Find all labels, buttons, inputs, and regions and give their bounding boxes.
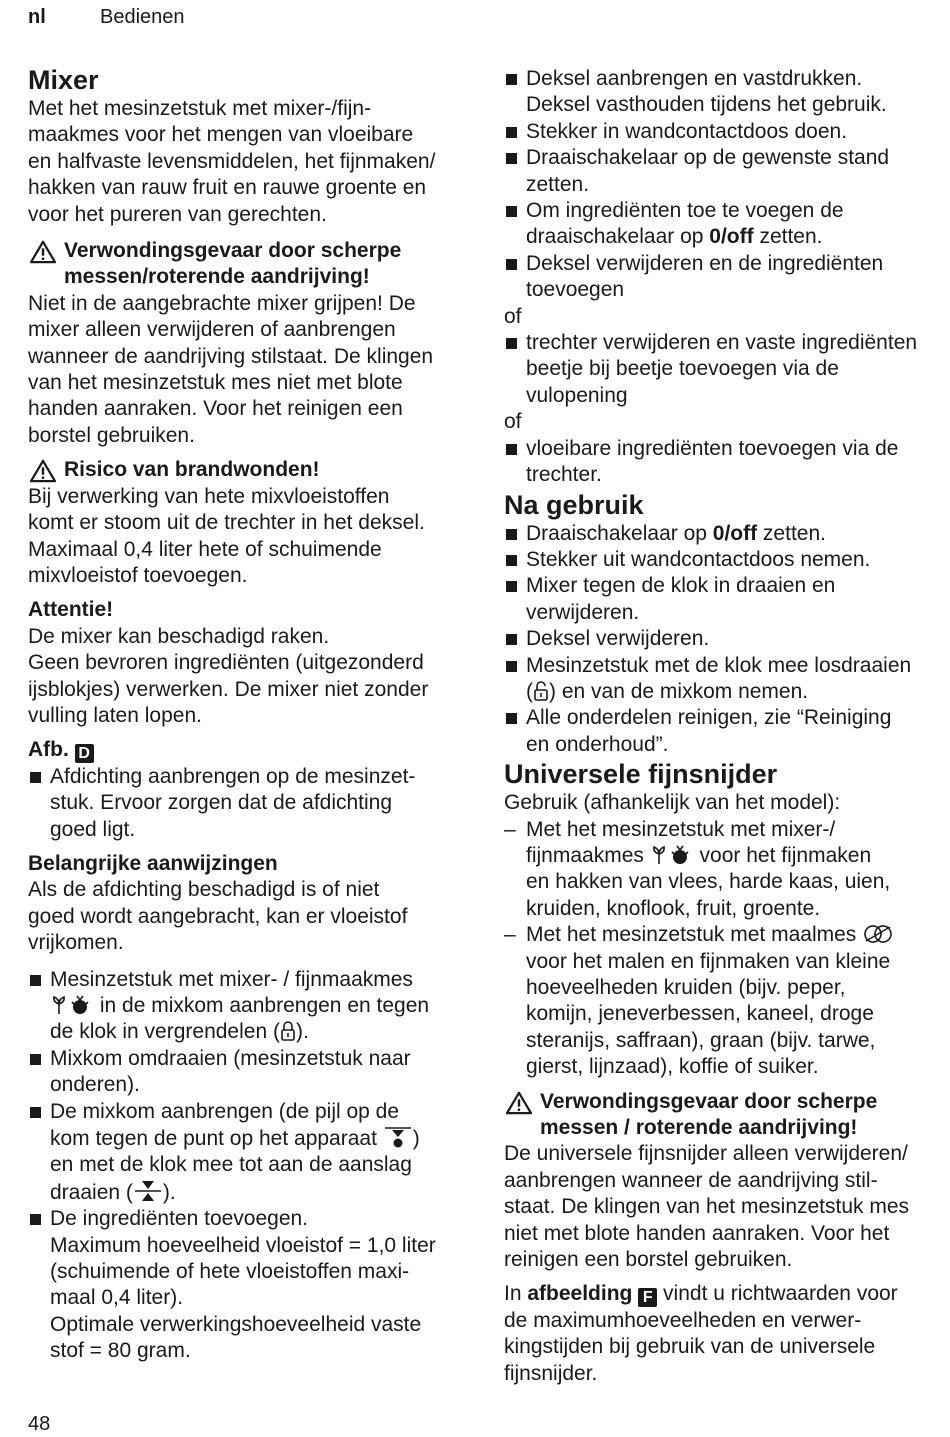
square-bullet-icon (30, 1107, 41, 1118)
square-bullet-icon (506, 661, 517, 672)
list-item (504, 705, 950, 758)
mixer-blade-icon (50, 994, 94, 1016)
or-text: of (504, 410, 522, 434)
unlock-icon (533, 680, 549, 702)
list-item (28, 1206, 486, 1364)
square-bullet-icon (506, 338, 517, 349)
step-text: Draaischakelaar op de gewenste stand zetten. (526, 146, 890, 196)
language-code: nl (28, 6, 46, 28)
after-use-steps (504, 521, 950, 759)
step-text: in de mixkom aanbrengen en tegen de klok in vergrendelen ( (50, 994, 430, 1044)
warning-cutter-body: De universele fijnsnijder alleen verwijderen/ aanbrengen wanneer de aandrijving stil- staat. De klingen van het mesinzetstuk mes niet met blote handen aanraken. Voor het reinigen een borstel gebruiken. (504, 1142, 910, 1272)
step-text: De ingrediënten toevoegen. Maximum hoeveelheid vloeistof = 1,0 liter (schuimende of hete vloeistoffen maxi- maal 0,4 liter). Optimale verwerkingshoeveelheid vaste stof = 80 gram. (50, 1207, 436, 1363)
figure-reference-text (504, 1281, 950, 1387)
list-item (504, 251, 950, 304)
step-text: Stekker uit wandcontactdoos nemen. (526, 547, 871, 571)
step-text: Deksel aanbrengen en vastdrukken. Deksel vasthouden tijdens het gebruik. (526, 67, 887, 117)
use-text: voor het fijnmaken en hakken van vlees, harde kaas, uien, kruiden, knoflook, fruit, groente. (526, 843, 891, 920)
step-text: ) en van de mixkom nemen. (549, 679, 809, 703)
square-bullet-icon (506, 444, 517, 455)
figure-letter-badge: D (75, 744, 94, 763)
left-column (28, 64, 486, 1365)
list-item (504, 521, 950, 547)
warning-cutter-text: Verwondingsgevaar door scherpe messen / roterende aandrijving! (540, 1089, 878, 1140)
square-bullet-icon (506, 206, 517, 217)
step-text: zetten. (753, 225, 823, 249)
list-item (504, 436, 950, 489)
square-bullet-icon (506, 713, 517, 724)
list-item (504, 817, 950, 923)
step-text: Alle onderdelen reinigen, zie “Reiniging en onderhoud”. (526, 706, 892, 756)
square-bullet-icon (30, 772, 41, 783)
list-item-text: Afdichting aanbrengen op de mesinzet- stuk. Ervoor zorgen dat de afdichting goed ligt. (50, 764, 416, 841)
step-text: vloeibare ingrediënten toevoegen via de trechter. (526, 436, 899, 487)
switch-position: 0/off (709, 225, 754, 249)
list-item (504, 119, 950, 145)
lock-icon (280, 1020, 296, 1042)
list-item (504, 66, 950, 119)
warning-burn-title (28, 457, 486, 483)
figure-label: Afb. (28, 738, 69, 762)
page-header (28, 4, 185, 32)
figure-letter-badge: F (638, 1288, 657, 1307)
warning-burn-text: Risico van brandwonden! (64, 458, 320, 482)
use-text: voor het malen en fijnmaken van kleine hoeveelheden kruiden (bijv. peper, komijn, jeneverbessen, kaneel, droge steranijs, saffraan), graan (bijv. tarwe, gierst, lijnzaad), koffie of suiker. (526, 949, 891, 1079)
step-text: ) en met de klok mee tot aan de aanslag draaien ( (50, 1127, 420, 1204)
square-bullet-icon (506, 259, 517, 270)
warning-cut-text: Verwondingsgevaar door scherpe messen/roterende aandrijving! (64, 239, 402, 289)
list-item (504, 547, 950, 573)
after-use-heading: Na gebruik (504, 489, 644, 520)
list-item (28, 967, 486, 1046)
warning-triangle-icon (28, 459, 58, 483)
warning-cut-body: Niet in de aangebrachte mixer grijpen! De mixer alleen verwijderen of aanbrengen wanneer de aandrijving stilstaat. De klingen van het mesinzetstuk mes niet met blote handen aanraken. Voor het reinigen een borstel gebruiken. (28, 291, 434, 447)
step-text: ). (295, 1020, 309, 1044)
square-bullet-icon (506, 581, 517, 592)
list-item (28, 764, 486, 843)
warning-cut-title (28, 238, 486, 291)
use-steps-alt2 (504, 436, 950, 489)
step-text: Deksel verwijderen en de ingrediënten toevoegen (526, 251, 884, 302)
use-steps (504, 66, 950, 304)
step-text: Mixer tegen de klok in draaien en verwijderen. (526, 574, 836, 624)
list-item (504, 573, 950, 626)
square-bullet-icon (506, 153, 517, 164)
warning-cutter-title (504, 1089, 950, 1142)
use-text: Met het mesinzetstuk met maalmes (526, 923, 863, 947)
step-text: Mesinzetstuk met mixer- / fijnmaakmes (50, 967, 413, 991)
figure-ref (28, 737, 486, 763)
step-text: Om ingrediënten toe te voegen de draaischakelaar op (526, 199, 844, 249)
list-item (28, 1099, 486, 1207)
attention-title: Attentie! (28, 598, 114, 622)
use-text: Met het mesinzetstuk met mixer-/ fijnmaakmes (526, 817, 836, 867)
fig-text: In (504, 1282, 528, 1306)
step-text: Draaischakelaar op (526, 521, 713, 545)
step-text: Deksel verwijderen. (526, 627, 710, 651)
step-text: zetten. (757, 521, 826, 545)
right-column (504, 66, 950, 1387)
list-item (504, 922, 950, 1080)
dash-bullet: – (504, 923, 516, 947)
mixer-heading: Mixer (28, 65, 99, 95)
fig-text: vindt u richtwaarden voor de maximumhoeveelheden en verwer- kingstijden bij gebruik van de universele fijnsnijder. (504, 1282, 898, 1385)
list-item (504, 626, 950, 652)
list-item (28, 1046, 486, 1099)
square-bullet-icon (30, 975, 41, 986)
step-text: Stekker in wandcontactdoos doen. (526, 119, 848, 143)
dash-bullet: – (504, 817, 516, 841)
step-text: Mesinzetstuk met de klok mee losdraaien ( (526, 653, 912, 703)
arrow-lock-position-icon (133, 1179, 163, 1203)
universal-cutter-heading: Universele fijnsnijder (504, 759, 778, 790)
fig-word: afbeelding (527, 1282, 633, 1306)
mixer-intro: Met het mesinzetstuk met mixer-/fijn- maakmes voor het mengen van vloeibare en halfvaste levensmiddelen, het fijnmaken/ hakken van rauw fruit en rauwe groente en voor het pureren van gerechten. (28, 97, 436, 226)
seal-steps (28, 764, 486, 843)
arrow-to-dot-icon (383, 1125, 413, 1149)
page-number: 48 (28, 1413, 51, 1435)
mixer-blade-icon (650, 844, 694, 866)
warning-burn-body: Bij verwerking van hete mixvloeistoffen komt er stoom uit de trechter in het deksel. Maximaal 0,4 liter hete of schuimende mixvloeistof toevoegen. (28, 484, 425, 587)
step-text: ). (162, 1180, 176, 1204)
use-steps-alt (504, 330, 950, 409)
step-text: Mixkom omdraaien (mesinzetstuk naar onderen). (50, 1046, 411, 1097)
section-title: Bedienen (100, 6, 185, 28)
or-text: of (504, 304, 522, 328)
warning-triangle-icon (28, 240, 58, 264)
square-bullet-icon (506, 127, 517, 138)
square-bullet-icon (506, 529, 517, 540)
list-item (504, 145, 950, 198)
warning-triangle-icon (504, 1091, 534, 1115)
step-text: trechter verwijderen en vaste ingrediënten beetje bij beetje toevoegen via de vulopening (526, 331, 918, 407)
square-bullet-icon (30, 1054, 41, 1065)
grinding-blade-icon (862, 923, 894, 945)
attention-body: De mixer kan beschadigd raken. Geen bevroren ingrediënten (uitgezonderd ijsblokjes) verwerken. De mixer niet zonder vulling laten lopen. (28, 624, 429, 727)
universal-intro: Gebruik (afhankelijk van het model): (504, 791, 841, 815)
square-bullet-icon (30, 1214, 41, 1225)
universal-uses (504, 817, 950, 1081)
square-bullet-icon (506, 555, 517, 566)
list-item (504, 653, 950, 706)
square-bullet-icon (506, 634, 517, 645)
important-title: Belangrijke aanwijzingen (28, 851, 278, 875)
square-bullet-icon (506, 74, 517, 85)
list-item (504, 198, 950, 251)
important-body: Als de afdichting beschadigd is of niet goed wordt aangebracht, kan er vloeistof vrijkomen. (28, 878, 408, 955)
step-text: De mixkom aanbrengen (de pijl op de kom tegen de punt op het apparaat (50, 1099, 400, 1151)
mixer-steps (28, 967, 486, 1365)
list-item (504, 330, 950, 409)
switch-position: 0/off (712, 521, 758, 545)
